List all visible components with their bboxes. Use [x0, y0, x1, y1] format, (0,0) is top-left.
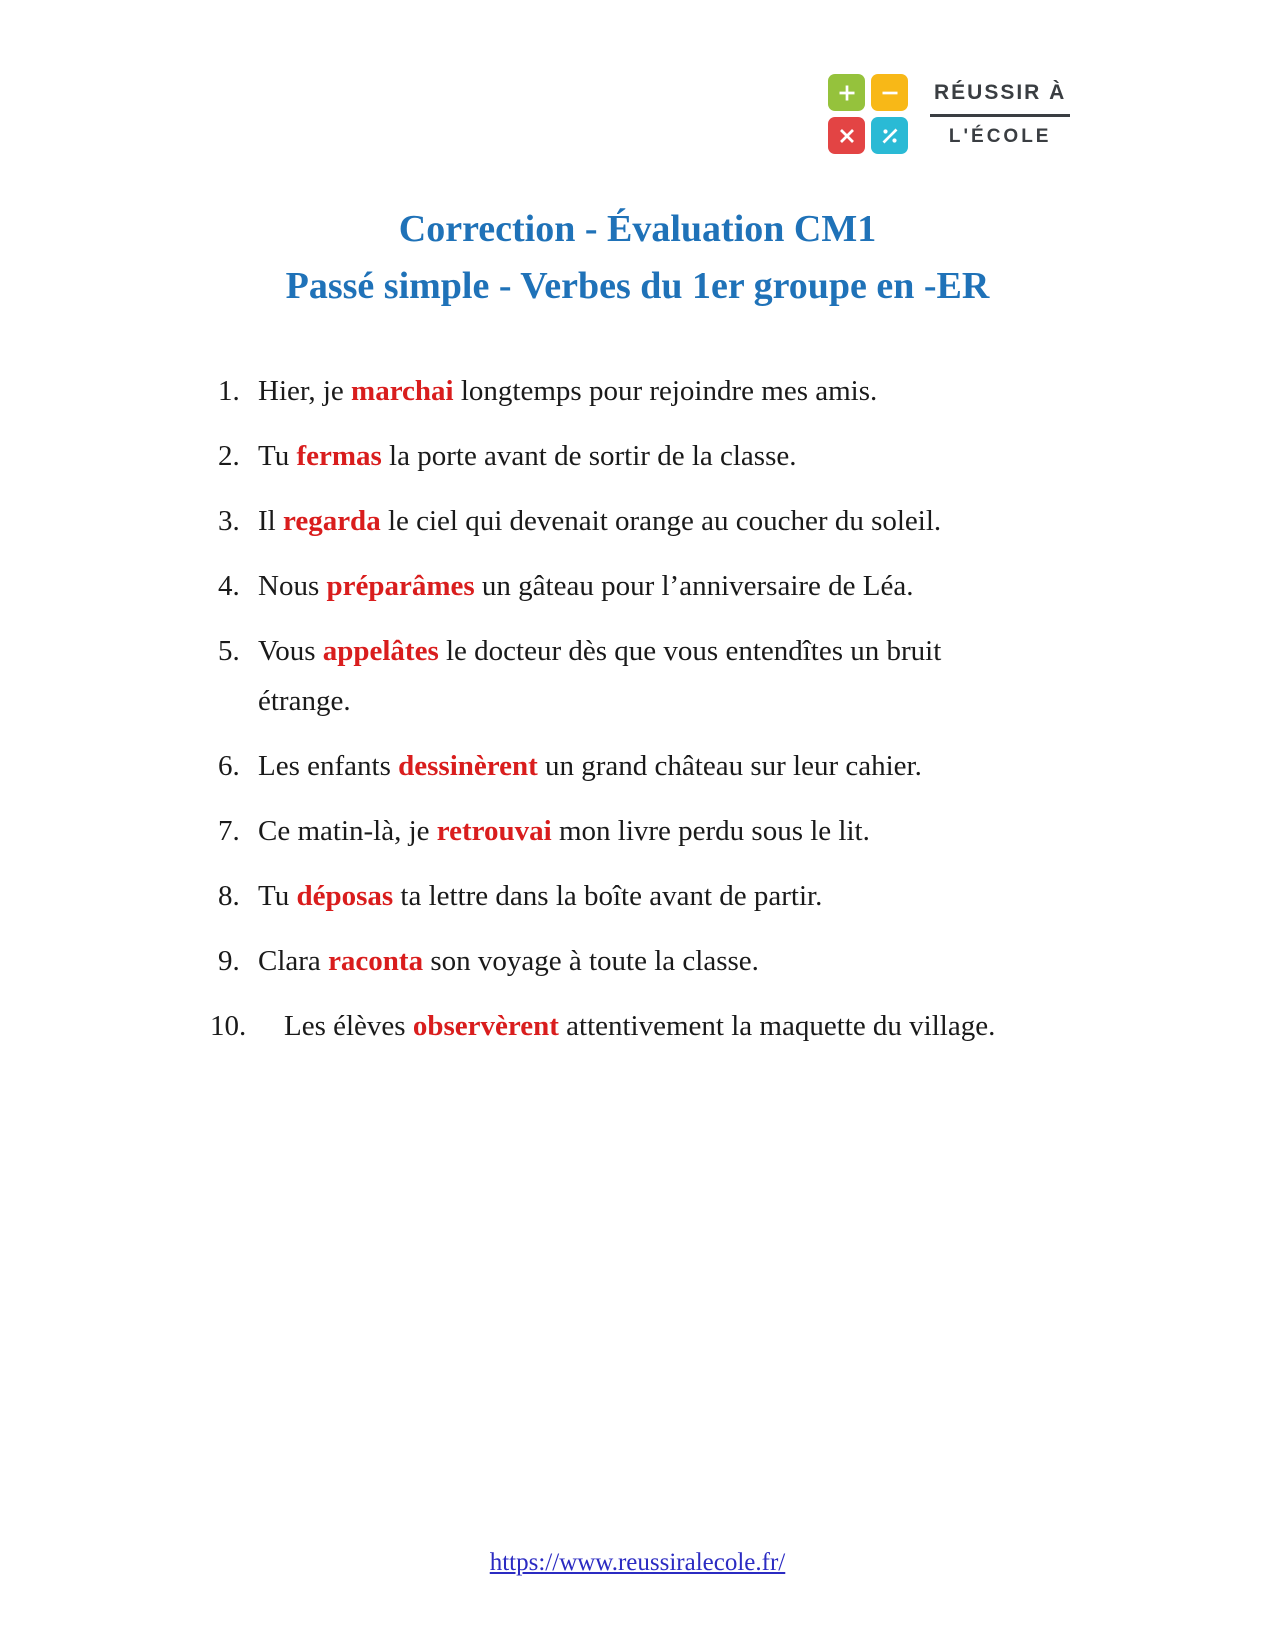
list-item — [0, 496, 1275, 546]
exercise-list — [0, 366, 1275, 1066]
answer-verb: dessinèrent — [398, 750, 538, 782]
sentence-after: longtemps pour rejoindre mes amis. — [453, 375, 878, 407]
sentence-after: le docteur dès que vous entendîtes un bruit étrange. — [258, 635, 942, 717]
answer-verb: fermas — [296, 440, 382, 472]
list-item — [0, 806, 1275, 856]
page-title — [0, 201, 1275, 315]
sentence-before: Nous — [258, 570, 327, 602]
answer-verb: déposas — [296, 880, 394, 912]
sentence-before: Tu — [258, 440, 297, 472]
item-number: 6. — [218, 750, 240, 782]
brand-logo — [828, 74, 1070, 154]
minus-icon — [871, 74, 908, 111]
sentence-after: ta lettre dans la boîte avant de partir. — [393, 880, 823, 912]
list-item — [0, 936, 1275, 986]
sentence-after: un grand château sur leur cahier. — [537, 750, 922, 782]
sentence-after: attentivement la maquette du village. — [558, 1010, 996, 1042]
answer-verb: retrouvai — [436, 815, 552, 847]
sentence-before: Clara — [258, 945, 329, 977]
list-item — [0, 741, 1275, 791]
sentence-before: Il — [258, 505, 283, 537]
list-item — [0, 366, 1275, 416]
sentence-before: Tu — [258, 880, 297, 912]
website-link[interactable]: https://www.reussiralecole.fr/ — [489, 1549, 786, 1576]
item-number: 9. — [218, 945, 240, 977]
item-number: 5. — [218, 635, 240, 667]
sentence-after: le ciel qui devenait orange au coucher du soleil. — [380, 505, 942, 537]
sentence-after: la porte avant de sortir de la classe. — [381, 440, 797, 472]
sentence-before: Les enfants — [258, 750, 399, 782]
answer-verb: regarda — [282, 505, 381, 537]
item-number: 4. — [218, 570, 240, 602]
list-item — [0, 431, 1275, 481]
list-item — [0, 871, 1275, 921]
list-item — [0, 626, 1275, 726]
item-number: 1. — [218, 375, 240, 407]
page-title-line-2: Passé simple - Verbes du 1er groupe en -ER — [285, 265, 990, 307]
logo-math-tiles — [828, 74, 908, 154]
plus-icon — [828, 74, 865, 111]
answer-verb: raconta — [328, 945, 424, 977]
brand-name — [930, 81, 1070, 148]
item-number: 2. — [218, 440, 240, 472]
list-item — [0, 1001, 1275, 1051]
sentence-before: Vous — [258, 635, 323, 667]
page-footer — [0, 1549, 1275, 1577]
list-item — [0, 561, 1275, 611]
sentence-after: mon livre perdu sous le lit. — [551, 815, 870, 847]
sentence-after: son voyage à toute la classe. — [423, 945, 759, 977]
sentence-before: Ce matin-là, je — [258, 815, 437, 847]
item-number: 7. — [218, 815, 240, 847]
sentence-before: Hier, je — [258, 375, 352, 407]
item-number: 3. — [218, 505, 240, 537]
answer-verb: appelâtes — [322, 635, 439, 667]
answer-verb: observèrent — [412, 1010, 559, 1042]
page-title-line-1: Correction - Évaluation CM1 — [398, 208, 877, 250]
answer-verb: marchai — [351, 375, 454, 407]
sentence-after: un gâteau pour l’anniversaire de Léa. — [474, 570, 914, 602]
sentence-before: Les élèves — [284, 1010, 413, 1042]
divide-icon — [871, 117, 908, 154]
brand-line-1: RÉUSSIR À — [930, 81, 1070, 117]
answer-verb: préparâmes — [326, 570, 475, 602]
item-number: 10. — [210, 1010, 247, 1042]
brand-line-2: L'ÉCOLE — [948, 125, 1052, 147]
item-number: 8. — [218, 880, 240, 912]
multiply-icon — [828, 117, 865, 154]
